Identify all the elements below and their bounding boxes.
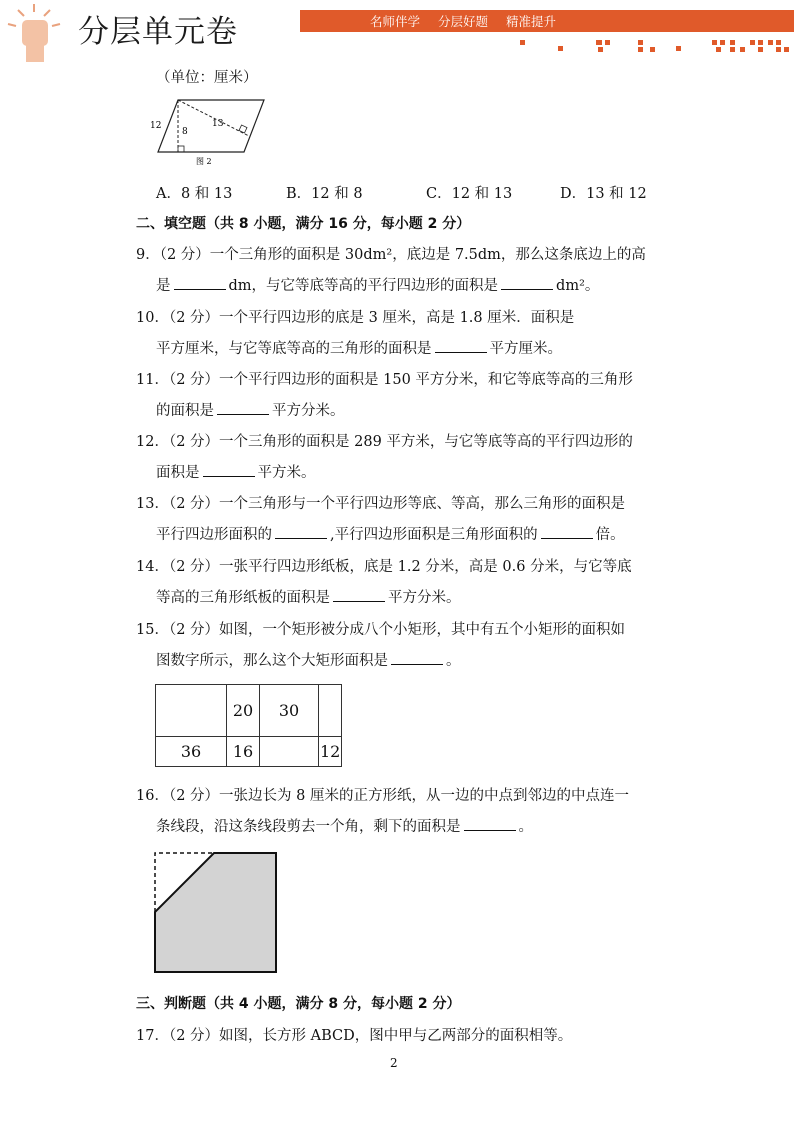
q12-line1: 12．（2 分）一个三角形的面积是 289 平方米，与它等底等高的平行四边形的 xyxy=(136,434,633,450)
grid-cell: 20 xyxy=(227,685,260,737)
fig-caption: 图 2 xyxy=(196,157,212,166)
grid-cell: 12 xyxy=(319,737,342,767)
header-dots xyxy=(480,36,794,54)
tag-2: 分层好题 xyxy=(438,14,489,29)
answer-blank[interactable] xyxy=(203,475,255,477)
option-d: D．13 和 12 xyxy=(560,186,647,202)
header-title: 分层单元卷 xyxy=(78,14,238,50)
option-b: B．12 和 8 xyxy=(286,186,363,202)
grid-cell xyxy=(156,685,227,737)
grid-cell: 30 xyxy=(260,685,319,737)
tag-1: 名师伴学 xyxy=(370,14,421,29)
q16-line1: 16．（2 分）一张边长为 8 厘米的正方形纸，从一边的中点到邻边的中点连一 xyxy=(136,788,629,804)
page-number: 2 xyxy=(390,1056,398,1070)
q10-line1: 10．（2 分）一个平行四边形的底是 3 厘米，高是 1.8 厘米．面积是 xyxy=(136,310,575,326)
section-3-heading: 三、判断题（共 4 小题，满分 8 分，每小题 2 分） xyxy=(136,996,461,1012)
answer-blank[interactable] xyxy=(435,351,487,353)
q15-line1: 15．（2 分）如图，一个矩形被分成八个小矩形，其中有五个小矩形的面积如 xyxy=(136,622,626,638)
answer-blank[interactable] xyxy=(391,663,443,665)
q13-line2: 平行四边形面积的 ,平行四边形面积是三角形面积的 倍。 xyxy=(156,527,625,543)
q9-line2: 是 dm，与它等底等高的平行四边形的面积是 dm²。 xyxy=(156,278,600,294)
option-a: A．8 和 13 xyxy=(156,186,233,202)
answer-blank[interactable] xyxy=(174,288,226,290)
fig-side-label: 12 xyxy=(150,121,162,131)
parallelogram-figure xyxy=(148,96,272,168)
header-tags xyxy=(370,12,570,30)
q9-line1: 9．（2 分）一个三角形的面积是 30dm²，底边是 7.5dm，那么这条底边上的高 xyxy=(136,247,646,263)
q11-line2: 的面积是 平方分米。 xyxy=(156,403,345,419)
answer-blank[interactable] xyxy=(275,537,327,539)
tag-3: 精准提升 xyxy=(506,14,557,29)
answer-blank[interactable] xyxy=(541,537,593,539)
grid-cell: 16 xyxy=(227,737,260,767)
q15-line2: 图数字所示，那么这个大矩形面积是 。 xyxy=(156,653,461,669)
answer-blank[interactable] xyxy=(501,288,553,290)
cut-square-figure xyxy=(152,850,280,976)
answer-blank[interactable] xyxy=(217,413,269,415)
q14-line2: 等高的三角形纸板的面积是 平方分米。 xyxy=(156,590,461,606)
section-2-heading: 二、填空题（共 8 小题，满分 16 分，每小题 2 分） xyxy=(136,216,471,232)
option-c: C．12 和 13 xyxy=(426,186,513,202)
q12-line2: 面积是 平方米。 xyxy=(156,465,316,481)
grid-cell xyxy=(319,685,342,737)
q11-line1: 11．（2 分）一个平行四边形的面积是 150 平方分米，和它等底等高的三角形 xyxy=(136,372,633,388)
answer-blank[interactable] xyxy=(464,829,516,831)
answer-blank[interactable] xyxy=(333,600,385,602)
header-logo xyxy=(0,0,70,66)
fig-diag-label: 13 xyxy=(212,119,224,129)
q13-line1: 13．（2 分）一个三角形与一个平行四边形等底、等高，那么三角形的面积是 xyxy=(136,496,626,512)
q16-line2: 条线段，沿这条线段剪去一个角，剩下的面积是 。 xyxy=(156,819,533,835)
rectangle-grid-figure xyxy=(155,684,342,767)
grid-cell: 36 xyxy=(156,737,227,767)
q14-line1: 14．（2 分）一张平行四边形纸板，底是 1.2 分米，高是 0.6 分米，与它等底 xyxy=(136,559,632,575)
fist-icon xyxy=(0,0,70,66)
fig-height-label: 8 xyxy=(182,127,188,137)
grid-cell xyxy=(260,737,319,767)
q17-line1: 17．（2 分）如图，长方形 ABCD，图中甲与乙两部分的面积相等。 xyxy=(136,1028,573,1044)
unit-note: （单位：厘米） xyxy=(156,70,258,86)
q10-line2: 平方厘米，与它等底等高的三角形的面积是 平方厘米。 xyxy=(156,341,562,357)
